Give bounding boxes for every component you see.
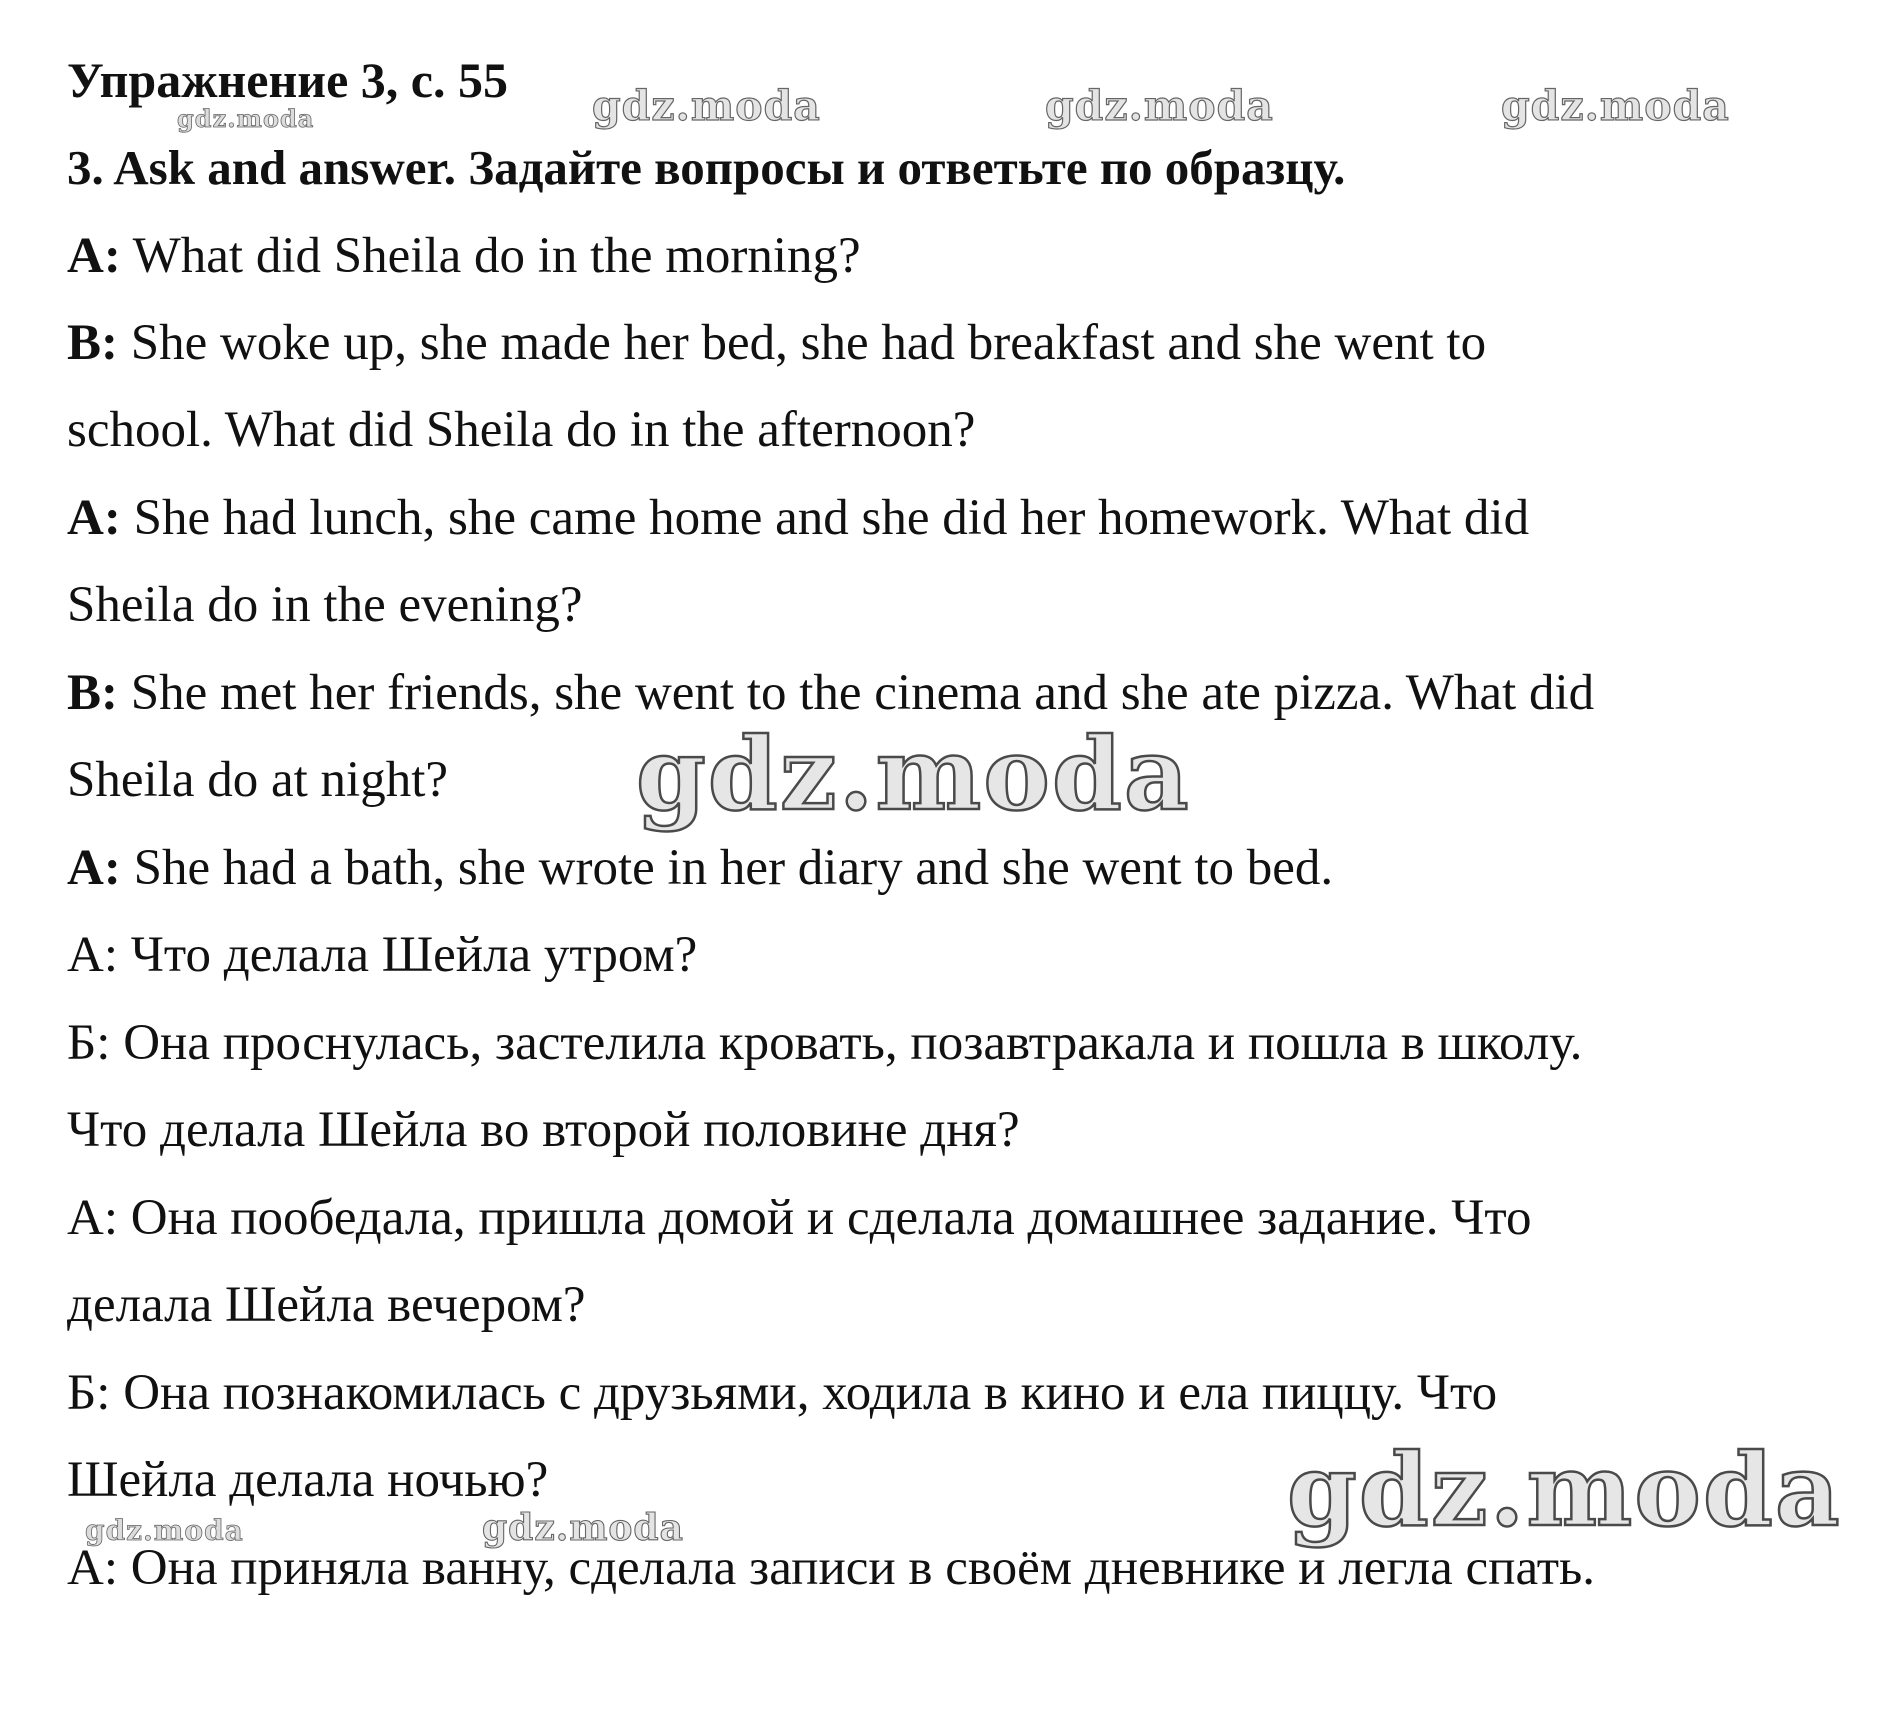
dialogue-text: She had a bath, she wrote in her diary and she went to bed. [120, 840, 1334, 896]
dialogue-text: She woke up, she made her bed, she had breakfast and she went to [118, 315, 1487, 371]
task-instruction: 3. Ask and answer. Задайте вопросы и ответьте по образцу. [67, 140, 1346, 195]
speaker-label: A: [67, 490, 121, 546]
translation-line-ru: делала Шейла вечером? [67, 1277, 586, 1333]
watermark: gdz.moda [636, 715, 1191, 833]
dialogue-line-en [67, 226, 861, 286]
speaker-label: A: [67, 228, 121, 284]
watermark: gdz.moda [177, 104, 315, 133]
dialogue-line-en [67, 488, 1529, 548]
dialogue-text: She met her friends, she went to the cinema and she ate pizza. What did [118, 665, 1595, 721]
translation-line-ru: А: Что делала Шейла утром? [67, 927, 698, 983]
translation-line-ru: Что делала Шейла во второй половине дня? [67, 1102, 1020, 1158]
dialogue-text: She had lunch, she came home and she did her homework. What did [120, 490, 1530, 546]
translation-line-ru: А: Она приняла ванну, сделала записи в своём дневнике и легла спать. [67, 1540, 1596, 1596]
translation-line-ru: Б: Она познакомилась с друзьями, ходила в кино и ела пиццу. Что [67, 1365, 1498, 1421]
dialogue-text: Sheila do in the evening? [67, 577, 583, 633]
translation-line-ru: Б: Она проснулась, застелила кровать, позавтракала и пошла в школу. [67, 1015, 1583, 1071]
dialogue-line-en [67, 575, 583, 635]
watermark: gdz.moda [1501, 82, 1730, 130]
dialogue-text: Sheila do at night? [67, 752, 449, 808]
dialogue-line-en [67, 750, 448, 810]
watermark: gdz.moda [1045, 82, 1274, 130]
dialogue-line-en [67, 400, 975, 460]
dialogue-text: What did Sheila do in the morning? [120, 228, 861, 284]
dialogue-line-en [67, 313, 1486, 373]
watermark: gdz.moda [1287, 1431, 1842, 1549]
dialogue-line-en [67, 838, 1333, 898]
watermark: gdz.moda [592, 82, 821, 130]
dialogue-line-en [67, 663, 1594, 723]
watermark: gdz.moda [482, 1507, 684, 1549]
speaker-label: B: [67, 665, 118, 721]
speaker-label: A: [67, 840, 121, 896]
translation-line-ru: Шейла делала ночью? [67, 1452, 549, 1508]
translation-line-ru: А: Она пообедала, пришла домой и сделала домашнее задание. Что [67, 1190, 1532, 1246]
exercise-title: Упражнение 3, с. 55 [67, 52, 508, 108]
speaker-label: B: [67, 315, 118, 371]
watermark: gdz.moda [85, 1514, 244, 1547]
dialogue-text: school. What did Sheila do in the afternoon? [67, 402, 976, 458]
